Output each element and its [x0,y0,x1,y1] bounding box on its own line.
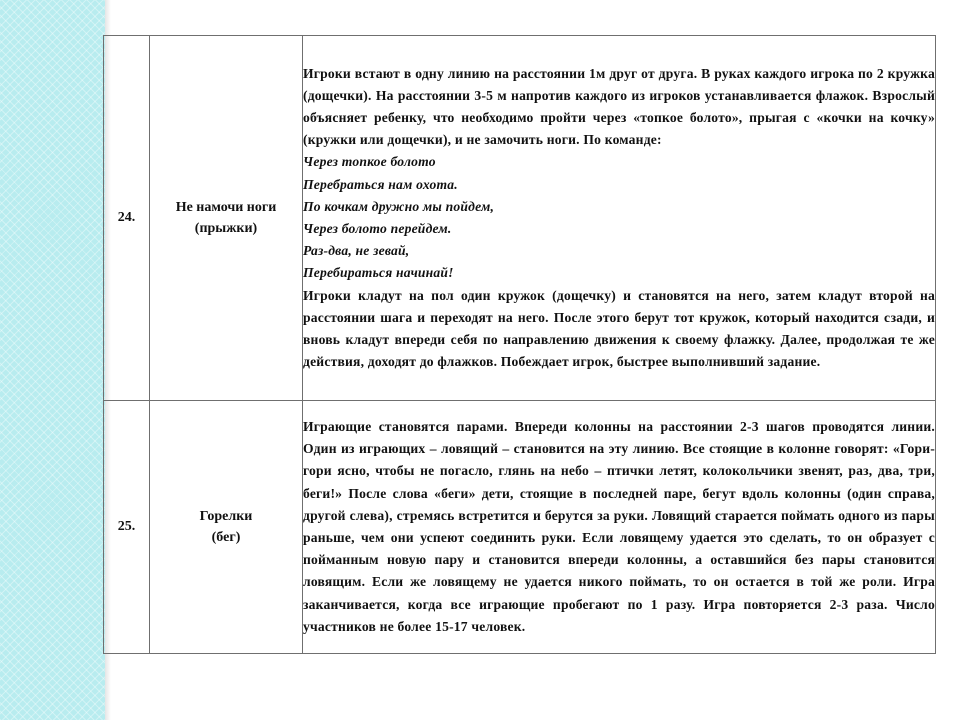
game-description [303,401,936,654]
description-intro: Игроки встают в одну линию на расстоянии 1м друг от друга. В руках каждого игрока по 2 кружка (дощечки). На расстоянии 3-5 м напротив каждого из игроков устанавливается флажок. Взрослый объясняет ребенку, что необходимо пройти через «топкое болото», прыгая с «кочки на кочку» (кружки или дощечки), и не замочить ноги. По команде: [303,65,935,148]
game-type: (бег) [211,530,241,545]
verse-line: Через болото перейдем. [303,221,452,236]
verse-line: Через топкое болото [303,154,436,170]
verse-line: По кочкам дружно мы пойдем, [303,198,495,214]
games-table [103,35,936,654]
table-row [104,36,936,401]
table-row [104,401,936,654]
decorative-side-pattern [0,0,105,720]
game-name-cell [150,401,303,654]
game-type: (прыжки) [194,221,258,236]
description-outro: Игроки кладут на пол один кружок (дощечку) и становятся на него, затем кладут второй на расстоянии шага и переходят на него. После этого берут тот кружок, который находится сзади, и вновь кладут впереди себя по направлению движения к своему флажку. Далее, продолжая те же действия, доходят до флажков. Побеждает игрок, быстрее выполнивший задание. [303,287,935,370]
game-name: Не намочи ноги [175,200,277,215]
game-name: Горелки [199,509,253,524]
row-number: 25. [104,401,150,654]
row-number: 24. [104,36,150,401]
description-text: Играющие становятся парами. Впереди колонны на расстоянии 2-3 шагов проводятся линии. Один из играющих – ловящий – становится на эту линию. Все стоящие в колонне говорят: «Гори-гори ясно, чтобы не погасло, глянь на небо – птички летят, колокольчики звенят, раз, два, три, беги!» После слова «беги» дети, стоящие в последней паре, бегут вдоль колонны (один справа, другой слева), стремясь встретится и берутся за руки. Ловящий старается поймать одного из пары раньше, чем они успеют соединить руки. Если ловящему удается это сделать, то он образует с пойманным новую пару и становится впереди колонны, а оставшийся без пары становится ловящим. Если же ловящему не удается никого поймать, то он остается в той же роли. Игра заканчивается, когда все играющие пробегают по 1 разу. Игра повторяется 2-3 раза. Число участников не более 15-17 человек. [303,418,935,634]
game-name-cell [150,36,303,401]
verse-line: Перебраться нам охота. [303,176,458,192]
game-description [303,36,936,401]
verse-line: Раз-два, не зевай, [303,243,410,259]
verse-line: Перебираться начинай! [303,265,454,281]
